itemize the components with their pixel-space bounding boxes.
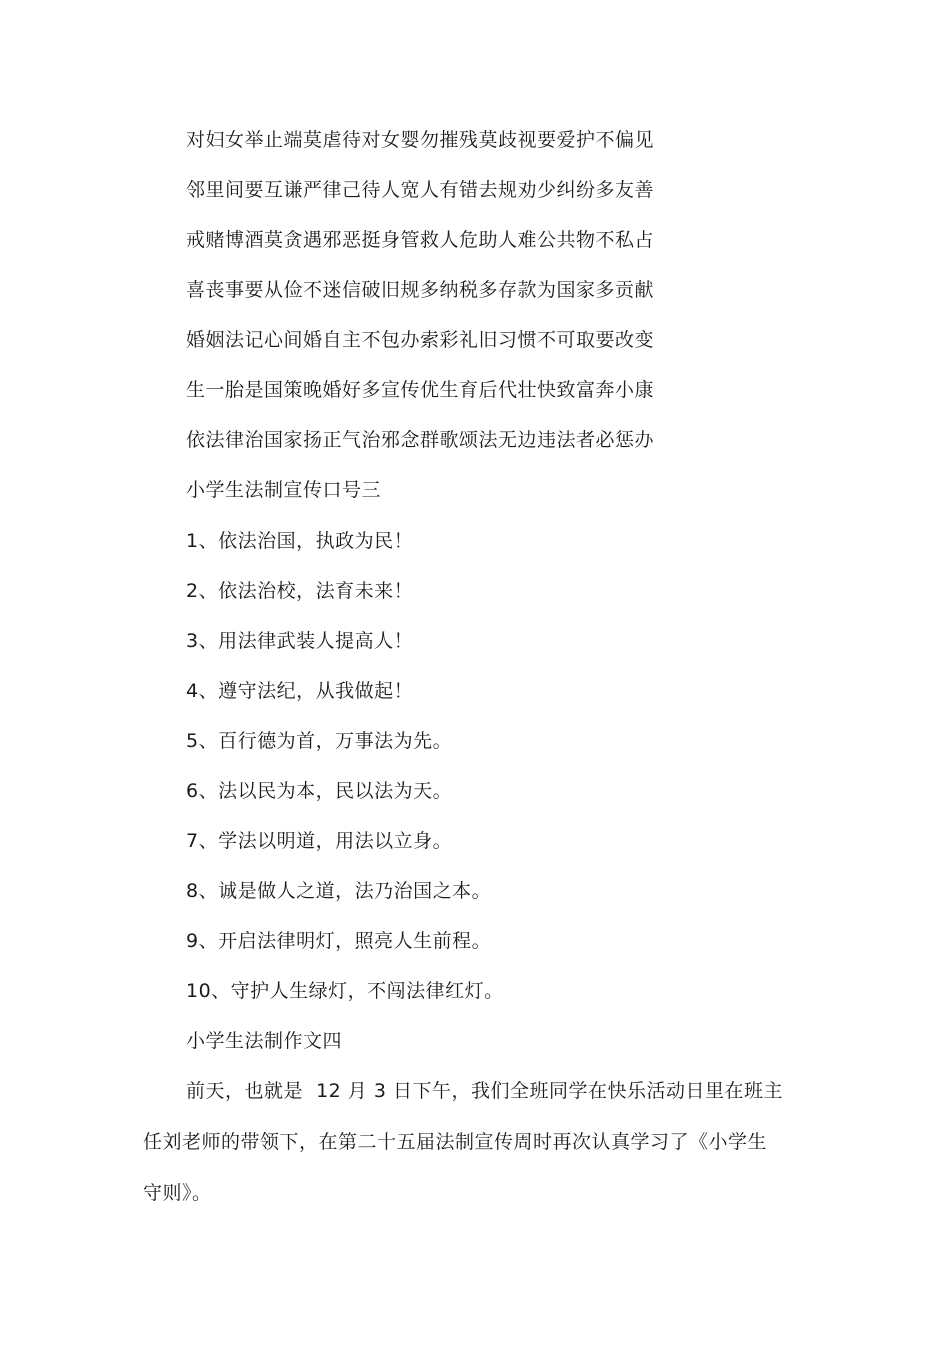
slogan-item: 9、开启法律明灯，照亮人生前程。 xyxy=(186,930,492,952)
slogan-item: 4、遵守法纪，从我做起！ xyxy=(186,680,414,702)
slogan-item: 1、依法治国，执政为民！ xyxy=(186,530,414,552)
verse-line: 生一胎是国策晚婚好多宣传优生育后代壮快致富奔小康 xyxy=(186,379,655,401)
slogan-item: 8、诚是做人之道，法乃治国之本。 xyxy=(186,880,492,902)
verse-line: 戒赌博酒莫贪遇邪恶挺身管救人危助人难公共物不私占 xyxy=(186,229,655,251)
slogan-item: 3、用法律武装人提高人！ xyxy=(186,630,414,652)
essay-line: 守则》。 xyxy=(143,1182,212,1204)
verse-line: 喜丧事要从俭不迷信破旧规多纳税多存款为国家多贡献 xyxy=(186,279,655,301)
verse-line: 邻里间要互谦严律己待人宽人有错去规劝少纠纷多友善 xyxy=(186,179,655,201)
slogan-item: 10、守护人生绿灯，不闯法律红灯。 xyxy=(186,980,504,1002)
slogan-item: 2、依法治校，法育未来！ xyxy=(186,580,414,602)
verse-line: 对妇女举止端莫虐待对女婴勿摧残莫歧视要爱护不偏见 xyxy=(186,129,655,151)
slogan-item: 6、法以民为本，民以法为天。 xyxy=(186,780,453,802)
verse-line: 婚姻法记心间婚自主不包办索彩礼旧习惯不可取要改变 xyxy=(186,329,655,351)
essay-line: 前天，也就是 12 月 3 日下午，我们全班同学在快乐活动日里在班主 xyxy=(186,1080,783,1102)
section-heading: 小学生法制宣传口号三 xyxy=(186,479,382,501)
essay-line: 任刘老师的带领下，在第二十五届法制宣传周时再次认真学习了《小学生 xyxy=(143,1131,768,1153)
verse-line: 依法律治国家扬正气治邪念群歌颂法无边违法者必惩办 xyxy=(186,429,655,451)
slogan-item: 7、学法以明道，用法以立身。 xyxy=(186,830,453,852)
slogan-item: 5、百行德为首，万事法为先。 xyxy=(186,730,453,752)
section-heading: 小学生法制作文四 xyxy=(186,1030,343,1052)
